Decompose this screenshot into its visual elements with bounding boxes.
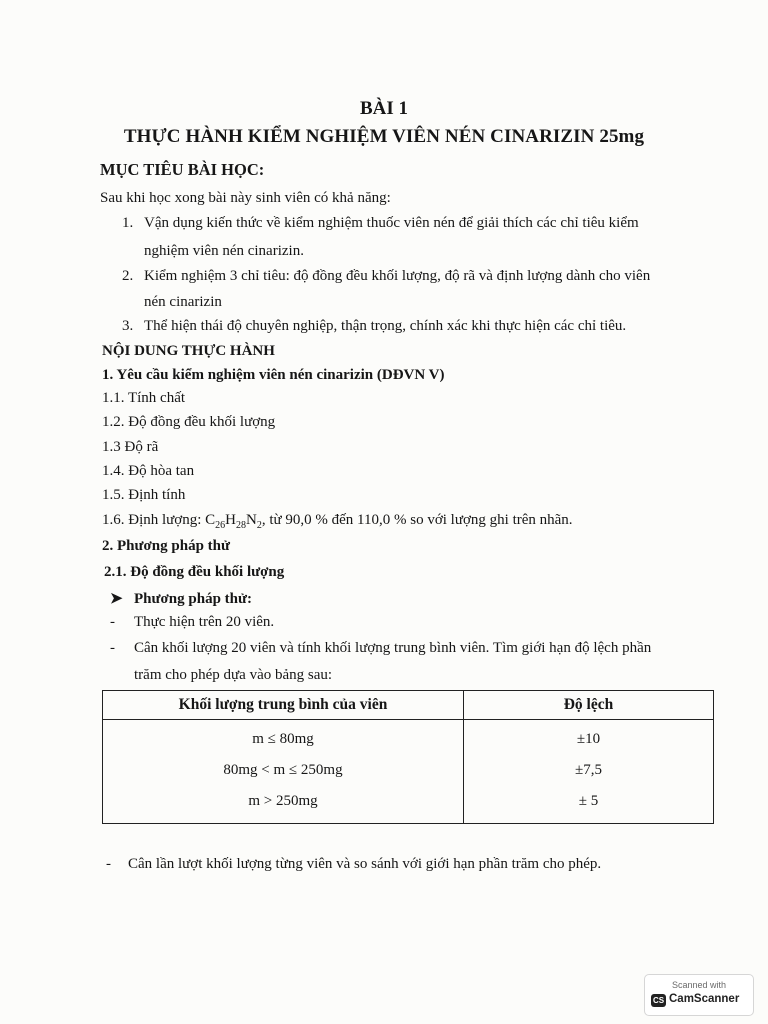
assay-prefix: 1.6. Định lượng: C	[102, 512, 216, 528]
subsection-1-6	[102, 512, 573, 531]
subsection-1-1: 1.1. Tính chất	[102, 390, 186, 406]
objective-text: Thể hiện thái độ chuyên nghiệp, thận trọng, chính xác khi thực hiện các chỉ tiêu.	[144, 318, 627, 334]
objective-item-3	[122, 318, 626, 335]
practice-heading: NỘI DUNG THỰC HÀNH	[102, 343, 275, 359]
table-cell: 80mg < m ≤ 250mg	[223, 762, 343, 778]
bullet-item-2	[110, 640, 651, 657]
formula-h: H	[225, 512, 236, 528]
table-cell: m > 250mg	[248, 793, 318, 809]
watermark-brand: CamScanner	[669, 993, 740, 1005]
table-cell: ±10	[576, 731, 601, 747]
table-header-row	[103, 691, 714, 720]
formula-c-count: 26	[215, 520, 226, 531]
formula-n-count: 2	[256, 520, 262, 531]
subsection-1-2: 1.2. Độ đồng đều khối lượng	[102, 414, 276, 430]
formula-h-count: 28	[236, 520, 246, 531]
bullet-text: Thực hiện trên 20 viên.	[134, 614, 275, 630]
subsection-1-4: 1.4. Độ hòa tan	[102, 463, 195, 479]
mass-column	[103, 720, 464, 824]
page-title: THỰC HÀNH KIỂM NGHIỆM VIÊN NÉN CINARIZIN 25mg	[123, 126, 645, 147]
list-number: 3.	[122, 318, 134, 334]
watermark-caption: Scanned with	[671, 980, 727, 990]
objectives-intro: Sau khi học xong bài này sinh viên có khả năng:	[100, 190, 391, 206]
table-cell: ± 5	[578, 793, 599, 809]
method-heading-text: Phương pháp thử:	[134, 591, 253, 607]
objective-text: Vận dụng kiến thức về kiểm nghiệm thuốc viên nén để giải thích các chỉ tiêu kiểm	[144, 215, 639, 231]
camscanner-watermark	[644, 974, 754, 1016]
objectives-heading: MỤC TIÊU BÀI HỌC:	[100, 160, 265, 179]
arrow-bullet-icon: ➤	[110, 591, 123, 607]
deviation-column	[464, 720, 714, 824]
table-body-row	[103, 720, 714, 824]
objective-item-1	[122, 215, 639, 232]
section-2-1-heading: 2.1. Độ đồng đều khối lượng	[104, 564, 285, 580]
bullet-item-1	[110, 614, 274, 631]
bullet-item-2-cont: trăm cho phép dựa vào bảng sau:	[134, 667, 333, 683]
section-2-heading: 2. Phương pháp thử	[102, 538, 231, 554]
list-number: 1.	[122, 215, 134, 231]
dash-bullet-icon: -	[106, 856, 111, 872]
subsection-1-3: 1.3 Độ rã	[102, 439, 159, 455]
table-header-mass: Khối lượng trung bình của viên	[103, 691, 464, 720]
assay-suffix: , từ 90,0 % đến 110,0 % so với lượng ghi trên nhãn.	[261, 512, 573, 528]
table-cell: ±7,5	[575, 762, 602, 778]
objective-item-2-cont: nén cinarizin	[144, 294, 222, 310]
formula-n: N	[246, 512, 257, 528]
table-cell: m ≤ 80mg	[252, 731, 314, 747]
list-number: 2.	[122, 268, 134, 284]
final-bullet-text: Cân lần lượt khối lượng từng viên và so sánh với giới hạn phần trăm cho phép.	[128, 856, 602, 872]
objective-text: Kiểm nghiệm 3 chỉ tiêu: độ đồng đều khối lượng, độ rã và định lượng dành cho viên	[144, 268, 651, 284]
bullet-text: Cân khối lượng 20 viên và tính khối lượng trung bình viên. Tìm giới hạn độ lệch phần	[134, 640, 652, 656]
lesson-number: BÀI 1	[359, 98, 409, 119]
subsection-1-5: 1.5. Định tính	[102, 487, 186, 503]
objective-item-2	[122, 268, 650, 285]
dash-bullet-icon: -	[110, 640, 115, 656]
final-bullet	[106, 856, 601, 873]
section-1-heading: 1. Yêu cầu kiểm nghiệm viên nén cinarizin (DĐVN V)	[102, 367, 445, 383]
method-heading	[110, 589, 252, 608]
table-header-deviation: Độ lệch	[464, 691, 714, 720]
deviation-table	[102, 690, 714, 824]
camscanner-logo-icon: CS	[652, 996, 665, 1005]
dash-bullet-icon: -	[110, 614, 115, 630]
objective-item-1-cont: nghiệm viên nén cinarizin.	[144, 243, 304, 259]
